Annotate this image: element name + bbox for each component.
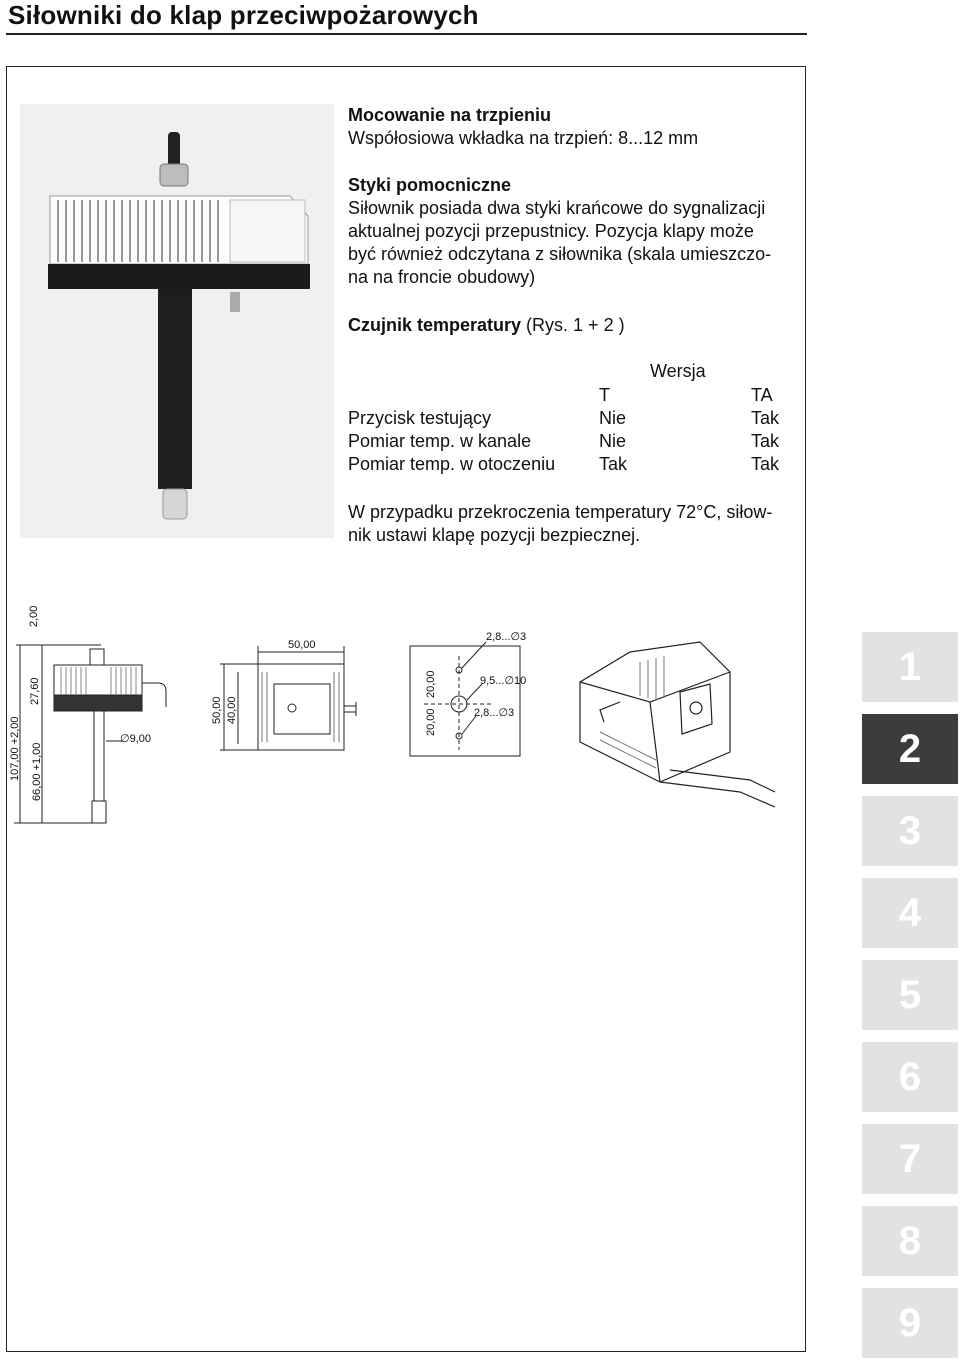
note-section — [348, 501, 772, 547]
dim-label: 40,00 — [226, 696, 238, 724]
chapter-tab-8[interactable]: 8 — [862, 1206, 958, 1276]
chapter-tab-9[interactable]: 9 — [862, 1288, 958, 1358]
aux-contacts-line: na na froncie obudowy) — [348, 267, 536, 287]
mounting-heading: Mocowanie na trzpieniu — [348, 105, 552, 125]
row-value-ta: Tak — [751, 454, 780, 474]
note-line: nik ustawi klapę pozycji bezpiecznej. — [348, 525, 641, 545]
dim-label: ∅9,00 — [120, 733, 151, 745]
chapter-tab-1[interactable]: 1 — [862, 632, 958, 702]
chapter-tab-7[interactable]: 7 — [862, 1124, 958, 1194]
dim-label: 27,60 — [29, 677, 41, 705]
column-header-t: T — [599, 385, 610, 405]
note-line: W przypadku przekroczenia temperatury 72°C, siłow- — [348, 502, 773, 522]
top-view-drawing — [204, 632, 364, 757]
side-view-drawing — [6, 595, 196, 835]
page-title: Siłowniki do klap przeciwpożarowych — [8, 0, 479, 30]
mounting-text: Współosiowa wkładka na trzpień: 8...12 mm — [348, 128, 699, 148]
dim-label: 2,00 — [28, 605, 40, 627]
mounting-section — [348, 104, 698, 150]
chapter-tab-2[interactable]: 2 — [862, 714, 958, 784]
row-value-ta: Tak — [751, 408, 780, 428]
chapter-tab-4[interactable]: 4 — [862, 878, 958, 948]
row-value-t: Nie — [599, 408, 627, 428]
mounting-holes-drawing — [404, 626, 534, 761]
dim-label: 20,00 — [425, 708, 437, 736]
dim-label: 2,8...∅3 — [474, 707, 515, 719]
sensor-heading: Czujnik temperatury — [348, 315, 522, 335]
dim-label: 66,00 +1,00 — [31, 742, 43, 801]
chapter-tabs — [862, 632, 958, 1370]
aux-contacts-line: aktualnej pozycji przepustnicy. Pozycja klapy może — [348, 221, 754, 241]
dim-label: 20,00 — [425, 670, 437, 698]
row-label: Pomiar temp. w kanale — [348, 431, 532, 451]
dim-label: 50,00 — [288, 639, 316, 651]
aux-contacts-heading: Styki pomocniczne — [348, 175, 512, 195]
dim-label: 9,5...∅10 — [480, 675, 527, 687]
aux-contacts-section — [348, 174, 771, 289]
aux-contacts-line: być również odczytana z siłownika (skala umieszczo- — [348, 244, 772, 264]
row-value-t: Tak — [599, 454, 628, 474]
isometric-drawing — [560, 632, 780, 812]
dim-label: 107,00 +2,00 — [9, 716, 21, 781]
actuator-photo — [20, 104, 334, 538]
column-header-ta: TA — [751, 385, 773, 405]
title-rule — [6, 33, 807, 35]
sensor-ref: (Rys. 1 + 2 ) — [521, 315, 625, 335]
sensor-section — [348, 314, 625, 337]
row-label: Pomiar temp. w otoczeniu — [348, 454, 556, 474]
row-value-t: Nie — [599, 431, 627, 451]
dim-label: 2,8...∅3 — [486, 631, 527, 643]
version-group-header: Wersja — [650, 361, 706, 381]
row-label: Przycisk testujący — [348, 408, 492, 428]
row-value-ta: Tak — [751, 431, 780, 451]
dim-label: 50,00 — [211, 696, 223, 724]
aux-contacts-line: Siłownik posiada dwa styki krańcowe do sygnalizacji — [348, 198, 766, 218]
chapter-tab-3[interactable]: 3 — [862, 796, 958, 866]
chapter-tab-5[interactable]: 5 — [862, 960, 958, 1030]
chapter-tab-6[interactable]: 6 — [862, 1042, 958, 1112]
